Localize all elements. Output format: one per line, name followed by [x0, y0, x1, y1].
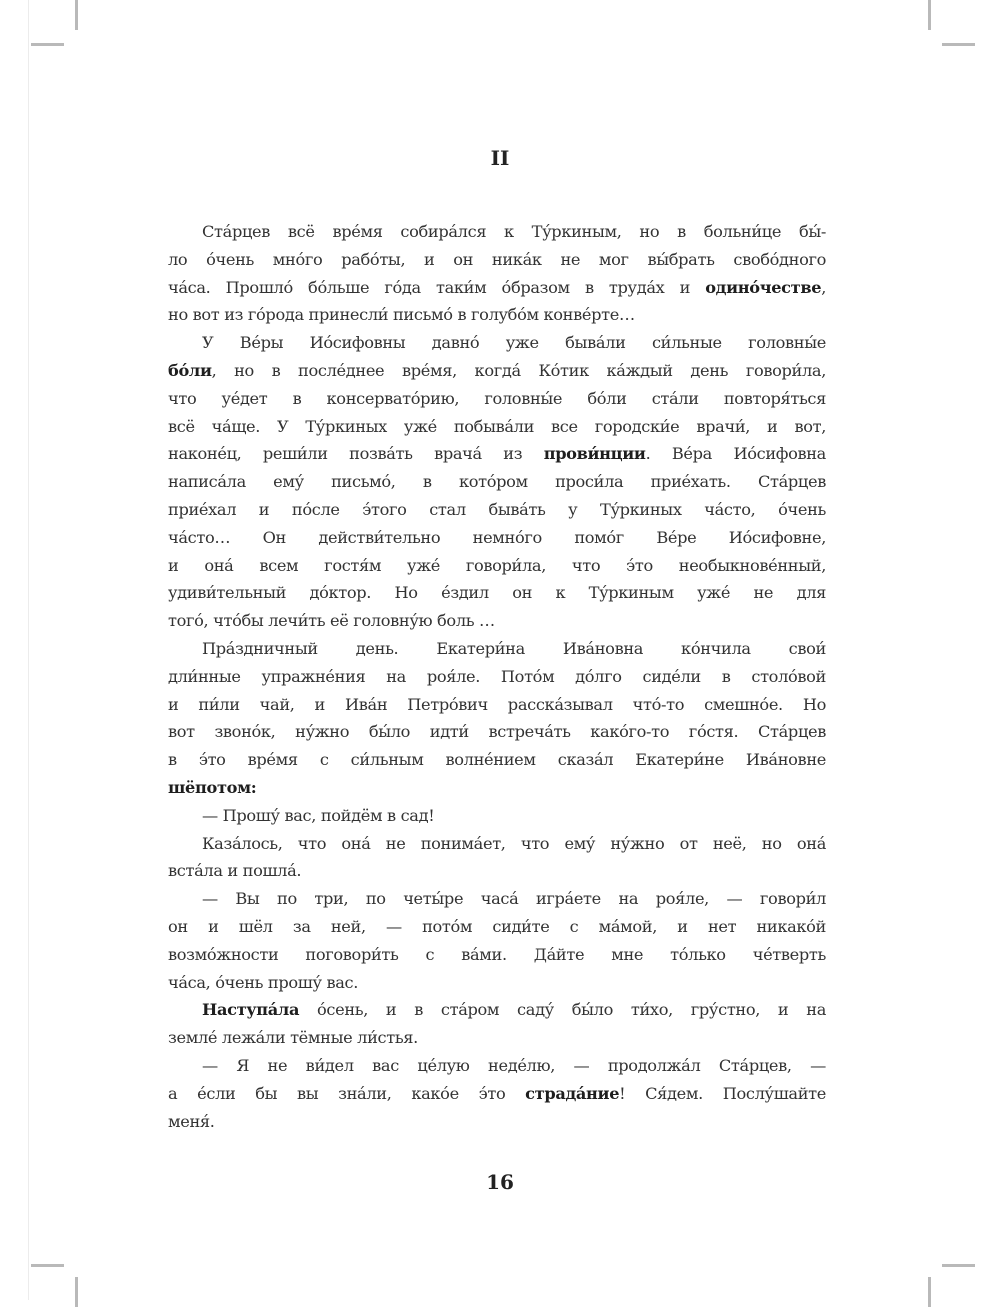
text-segment: того́, что́бы лечи́ть её головну́ю боль …	[168, 611, 495, 631]
text-segment: земле́ лежа́ли тёмные ли́стья.	[168, 1028, 418, 1048]
text-line	[168, 385, 826, 413]
text-segment: и она́ всем гостя́м уже́ говори́ла, что э́то необыкнове́нный,	[168, 555, 826, 575]
bold-term: одино́честве	[705, 277, 822, 297]
text-segment: ло о́чень мно́го рабо́ты, и он ника́к не мог вы́брать свобо́дного	[168, 249, 826, 269]
text-line	[168, 1024, 826, 1052]
text-line	[168, 246, 826, 274]
text-segment: Ста́рцев всё вре́мя собира́лся к Ту́ркиным, но в больни́це бы́-	[202, 222, 826, 241]
text-line	[168, 635, 826, 663]
text-line	[168, 579, 826, 607]
bold-term: бо́ли	[168, 360, 212, 380]
text-line	[168, 440, 826, 468]
crop-mark-bottom-left-horizontal	[31, 1264, 64, 1267]
text-segment: — Я не ви́дел вас це́лую неде́лю, — продолжа́л Ста́рцев, —	[202, 1055, 826, 1075]
crop-mark-bottom-left-vertical	[75, 1277, 78, 1307]
text-segment: Пра́здничный день. Екатери́на Ива́новна ко́нчила свои́	[202, 638, 826, 658]
text-line	[168, 857, 826, 885]
text-segment: возмо́жности поговори́ть с ва́ми. Да́йте мне то́лько че́тверть	[168, 944, 826, 964]
text-line	[168, 218, 826, 246]
text-line	[168, 969, 826, 997]
text-line	[168, 1080, 826, 1108]
text-segment: в э́то вре́мя с си́льным волне́нием сказа́л Екатери́не Ива́новне	[168, 750, 826, 770]
text-segment: всё ча́ще. У Ту́ркиных уже́ побыва́ли все городски́е врачи́, и вот,	[168, 416, 826, 436]
text-segment: вста́ла и пошла́.	[168, 861, 302, 881]
text-segment: дли́нные упражне́ния на роя́ле. Пото́м до́лго сиде́ли в столо́вой	[168, 666, 826, 686]
text-segment: он и шёл за ней, — пото́м сиди́те с ма́мой, и нет никако́й	[168, 916, 826, 936]
text-line	[168, 357, 826, 385]
text-line	[168, 746, 826, 774]
page-number: 16	[486, 1170, 514, 1194]
text-line	[168, 663, 826, 691]
text-line	[168, 496, 826, 524]
text-segment: и пи́ли чай, и Ива́н Петро́вич расска́зывал что́-то смешно́е. Но	[168, 694, 826, 714]
text-line	[168, 913, 826, 941]
text-line	[168, 274, 826, 302]
text-line	[168, 1108, 826, 1136]
bold-term: прови́нции	[543, 444, 646, 464]
text-line	[168, 885, 826, 913]
crop-mark-top-right-horizontal	[942, 43, 975, 46]
text-segment: написа́ла ему́ письмо́, в кото́ром проси́ла прие́хать. Ста́рцев	[168, 472, 826, 492]
text-line	[168, 830, 826, 858]
text-line	[168, 996, 826, 1024]
left-page-edge	[28, 0, 29, 1300]
chapter-heading: II	[490, 146, 510, 170]
text-segment: Каза́лось, что она́ не понима́ет, что ему́ ну́жно от неё, но она́	[202, 833, 826, 853]
text-line	[168, 774, 826, 802]
text-line	[168, 941, 826, 969]
text-segment: прие́хал и по́сле э́того стал быва́ть у Ту́ркиных ча́сто, о́чень	[168, 499, 826, 519]
text-line	[168, 552, 826, 580]
text-segment: ча́са. Прошло́ бо́льше го́да таки́м о́бразом в труда́х и	[168, 277, 706, 297]
text-segment: о́сень, и в ста́ром саду́ бы́ло ти́хо, гру́стно, и на	[299, 1000, 826, 1020]
text-segment: удиви́тельный до́ктор. Но е́здил он к Ту́ркиным уже́ не для	[168, 583, 826, 603]
text-segment: ча́са, о́чень прошу́ вас.	[168, 972, 359, 992]
text-line	[168, 524, 826, 552]
bold-term: страда́ние	[525, 1083, 620, 1103]
text-segment: , но в после́днее вре́мя, когда́ Ко́тик ка́ждый день говори́ла,	[211, 360, 826, 380]
text-segment: . Ве́ра Ио́сифовна	[645, 444, 826, 464]
crop-mark-top-right-vertical	[928, 0, 931, 30]
text-line	[168, 329, 826, 357]
text-line	[168, 301, 826, 329]
text-segment: меня́.	[168, 1111, 215, 1131]
text-segment: ча́сто… Он действи́тельно немно́го помо́г Ве́ре Ио́сифовне,	[168, 527, 826, 547]
text-segment: но вот из го́рода принесли́ письмо́ в голубо́м конве́рте…	[168, 305, 635, 325]
text-line	[168, 413, 826, 441]
text-line	[168, 468, 826, 496]
bold-term: Наступа́ла	[202, 1000, 300, 1020]
text-segment: У Ве́ры Ио́сифовны давно́ уже быва́ли си́льные головны́е	[202, 333, 826, 353]
text-line	[168, 718, 826, 746]
crop-mark-top-left-horizontal	[31, 43, 64, 46]
text-segment: наконе́ц, реши́ли позва́ть врача́ из	[168, 444, 544, 464]
crop-mark-bottom-right-vertical	[928, 1277, 931, 1307]
body-text	[168, 218, 826, 1135]
text-segment: ! Ся́дем. Послу́шайте	[619, 1083, 826, 1103]
crop-mark-top-left-vertical	[75, 0, 78, 30]
text-line	[168, 802, 826, 830]
text-segment: что уе́дет в консервато́рию, головны́е бо́ли ста́ли повторя́ться	[168, 388, 826, 408]
text-line	[168, 1052, 826, 1080]
text-segment: — Вы по три, по четы́ре часа́ игра́ете на роя́ле, — говори́л	[202, 889, 826, 909]
text-segment: а е́сли бы вы зна́ли, како́е э́то	[168, 1083, 526, 1103]
text-line	[168, 607, 826, 635]
text-line	[168, 691, 826, 719]
text-segment: — Прошу́ вас, пойдём в сад!	[202, 805, 435, 825]
text-segment: вот звоно́к, ну́жно бы́ло идти́ встреча́ть како́го-то го́стя. Ста́рцев	[168, 722, 826, 742]
bold-term: шёпотом:	[168, 777, 257, 797]
text-segment: ,	[821, 277, 826, 297]
crop-mark-bottom-right-horizontal	[942, 1264, 975, 1267]
